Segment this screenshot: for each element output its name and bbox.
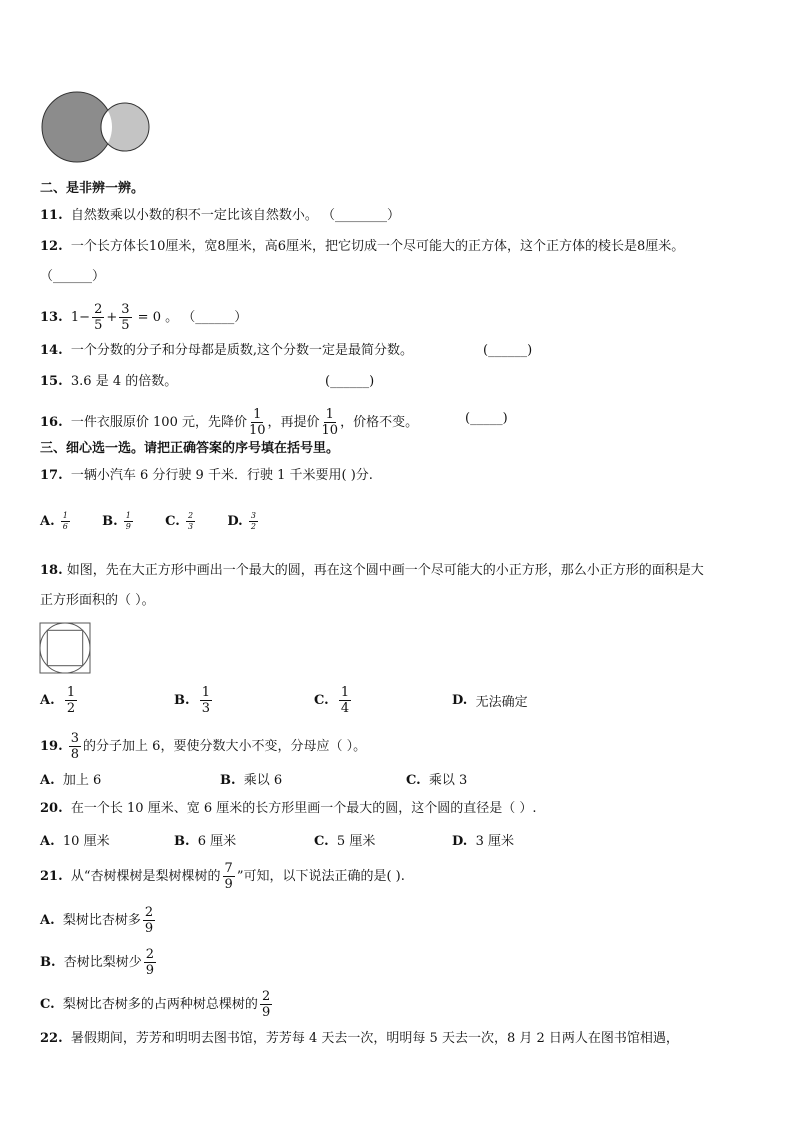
q19-option-a[interactable]: A. 加上 6 [40, 773, 102, 788]
q19-fraction: $\frac{3}{8}$ [70, 731, 80, 762]
q18-option-b[interactable]: B. $\frac{1}{3}$ [174, 684, 211, 716]
q16-blank[interactable]: (_____) [465, 411, 508, 426]
q19-number: 19. [40, 739, 63, 754]
q21-option-c[interactable]: C. 梨树比杏树多的占两种树总棵树的 $\frac{2}{9}$ [40, 989, 271, 1020]
q12-blank[interactable]: （______） [40, 269, 106, 284]
question-21 [40, 862, 405, 891]
q11-blank[interactable]: （________） [322, 208, 401, 223]
q19-options [40, 769, 540, 787]
question-12 [40, 238, 684, 256]
q20-option-c[interactable]: C. 5 厘米 [314, 834, 376, 849]
q18-option-a[interactable]: A. $\frac{1}{2}$ [40, 684, 76, 716]
q12-text: 一个长方体长10厘米，宽8厘米，高6厘米，把它切成一个尽可能大的正方体，这个正方体的棱长是8厘米。 [70, 239, 685, 254]
q20-option-a[interactable]: A. 10 厘米 [40, 834, 110, 849]
q11-number: 11. [40, 208, 63, 223]
q19-option-c[interactable]: C. 乘以 3 [406, 773, 468, 788]
q17-number: 17. [40, 468, 63, 483]
q13-fraction-1: $\frac{2}{5}$ [94, 302, 103, 333]
q19-text: 的分子加上 6，要使分数大小不变，分母应（ ）。 [83, 739, 367, 754]
q16-fraction-2: $\frac{1}{10}$ [321, 407, 339, 438]
q11-text: 自然数乘以小数的积不一定比该自然数小。 [70, 208, 318, 223]
q13-op: + [106, 310, 118, 325]
q22-number: 22. [40, 1031, 63, 1046]
q18-option-d[interactable]: D. 无法确定 [452, 692, 528, 710]
q15-text: 3.6 是 4 的倍数。 [70, 374, 178, 389]
q17-option-d[interactable]: D. $\frac{3}{2}$ [227, 511, 256, 531]
q14-text: 一个分数的分子和分母都是质数,这个分数一定是最简分数。 [70, 343, 414, 358]
q16-text-1: 一件衣服原价 100 元，先降价 [70, 415, 247, 430]
q14-blank[interactable]: (______) [483, 343, 533, 358]
q13-fraction-2: $\frac{3}{5}$ [121, 302, 130, 333]
question-11 [40, 207, 400, 225]
q13-post: = 0 。 [137, 310, 179, 325]
q17-text: 一辆小汽车 6 分行驶 9 千米．行驶 1 千米要用( )分. [70, 468, 373, 483]
question-19 [40, 732, 366, 761]
question-13 [40, 303, 247, 332]
q13-blank[interactable]: （______） [182, 310, 248, 325]
section-2-title: 二、是非辨一辨。 [40, 181, 145, 196]
q16-fraction-1: $\frac{1}{10}$ [248, 407, 266, 438]
q15-blank[interactable]: (______) [325, 374, 375, 389]
q15-number: 15. [40, 374, 63, 389]
q18-text-1: 如图，先在大正方形中画出一个最大的圆，再在这个圆中画一个尽可能大的小正方形，那么小正方形的面积是大 [66, 563, 704, 578]
q20-option-b[interactable]: B. 6 厘米 [174, 834, 237, 849]
q18-options [40, 680, 600, 720]
q22-text: 暑假期间，芳芳和明明去图书馆，芳芳每 4 天去一次，明明每 5 天去一次，8 月 2 日两人在图书馆相遇， [70, 1031, 679, 1046]
q21-number: 21. [40, 869, 63, 884]
q16-text-3: ，价格不变。 [340, 415, 419, 430]
q17-option-c[interactable]: C. $\frac{2}{3}$ [165, 511, 194, 531]
q14-number: 14. [40, 343, 63, 358]
overlapping-circles-figure [40, 88, 155, 168]
section-3-title: 三、细心选一选。请把正确答案的序号填在括号里。 [40, 441, 340, 456]
q20-text: 在一个长 10 厘米、宽 6 厘米的长方形里画一个最大的圆，这个圆的直径是（ ）. [70, 801, 537, 816]
q20-option-d[interactable]: D. 3 厘米 [452, 834, 515, 849]
question-22 [40, 1030, 679, 1048]
question-16 [40, 408, 418, 437]
question-20 [40, 800, 537, 818]
inner-square [47, 630, 82, 665]
q18-option-c[interactable]: C. $\frac{1}{4}$ [314, 684, 350, 716]
q19-option-b[interactable]: B. 乘以 6 [220, 773, 283, 788]
q16-text-2: ，再提价 [267, 415, 320, 430]
q21-text-1: 从“杏树棵树是梨树棵树的 [70, 869, 221, 884]
q17-options [40, 512, 260, 531]
q21-option-b[interactable]: B. 杏树比梨树少 $\frac{2}{9}$ [40, 947, 155, 978]
q13-number: 13. [40, 310, 63, 325]
question-17 [40, 467, 373, 485]
question-18 [40, 562, 704, 580]
q20-options [40, 830, 560, 848]
q18-text-2: 正方形面积的（ ）。 [40, 593, 155, 608]
q21-fraction: $\frac{7}{9}$ [224, 861, 233, 892]
question-15 [40, 373, 177, 391]
q17-option-b[interactable]: B. $\frac{1}{9}$ [102, 511, 131, 531]
q21-option-a[interactable]: A. 梨树比杏树多 $\frac{2}{9}$ [40, 905, 154, 936]
question-14 [40, 342, 413, 360]
q16-number: 16. [40, 415, 63, 430]
q18-number: 18. [40, 563, 63, 578]
q12-number: 12. [40, 239, 63, 254]
q13-pre: 1− [70, 310, 91, 325]
square-circle-figure [39, 622, 91, 674]
q21-text-2: ”可知，以下说法正确的是( ). [236, 869, 405, 884]
q20-number: 20. [40, 801, 63, 816]
q17-option-a[interactable]: A. $\frac{1}{6}$ [40, 511, 68, 531]
